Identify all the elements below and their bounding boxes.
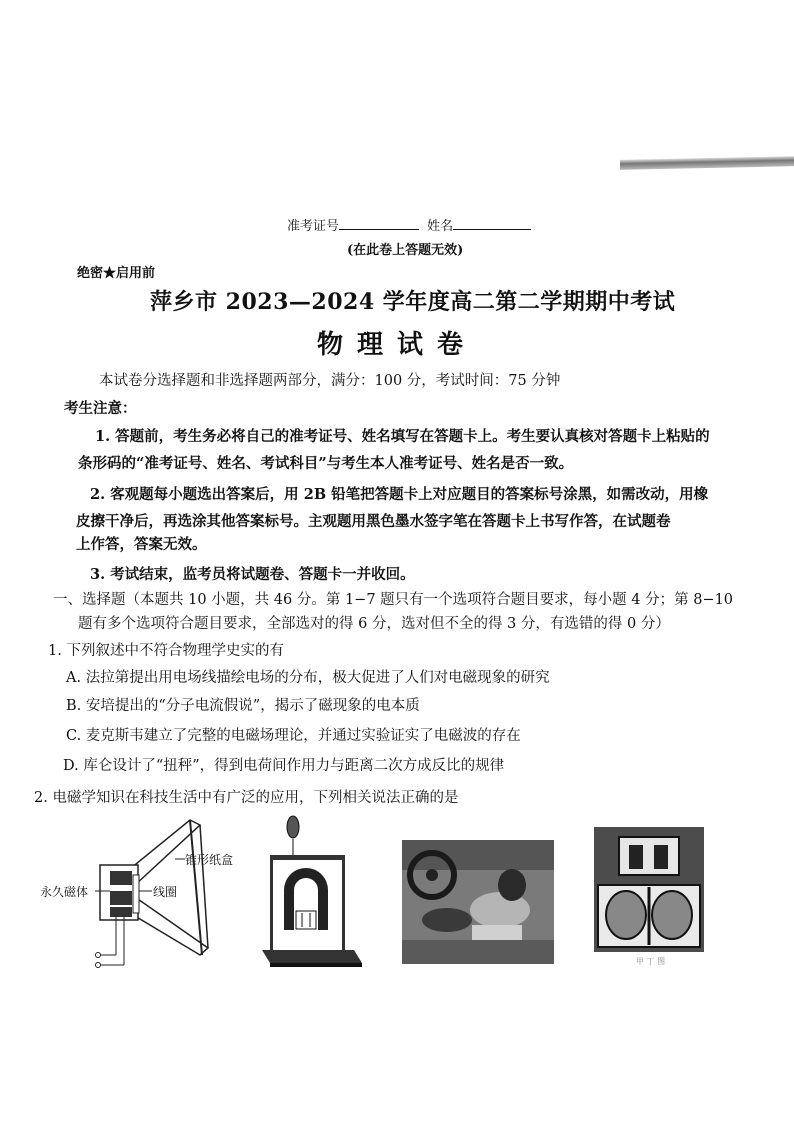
q1-stem: 1. 下列叙述中不符合物理学史实的有 <box>48 643 284 659</box>
label-cone: 锥形纸盒 <box>185 853 234 867</box>
exam-id-blank[interactable] <box>339 215 419 230</box>
label-coil: 线圈 <box>153 885 178 899</box>
name-label: 姓名 <box>427 219 454 234</box>
q1-option-d: D. 库仑设计了“扭秤”，得到电荷间作用力与距离二次方成反比的规律 <box>63 758 505 774</box>
secret-mark: 绝密★启用前 <box>77 266 156 281</box>
exam-id-label: 准考证号 <box>287 219 340 234</box>
note-1-line2: 条形码的“准考证号、姓名、考试科目”与考生本人准考证号、姓名是否一致。 <box>78 455 574 472</box>
q1-option-a: A. 法拉第提出用电场线描绘电场的分布，极大促进了人们对电磁现象的研究 <box>66 670 550 686</box>
note-2-line2: 皮擦干净后，再选涂其他答案标号。主观题用黑色墨水签字笔在答题卡上书写作答，在试题卷 <box>76 513 671 530</box>
photo-figure-4 <box>594 827 704 952</box>
note-1-line1: 1. 答题前，考生务必将自己的准考证号、姓名填写在答题卡上。考生要认真核对答题卡上粘贴的 <box>95 428 710 445</box>
magnet-apparatus-diagram <box>262 815 367 975</box>
speaker-figure <box>40 815 265 970</box>
name-blank[interactable] <box>453 215 531 230</box>
photo-figure-3 <box>402 840 554 964</box>
q1-option-b: B. 安培提出的“分子电流假说”，揭示了磁现象的电本质 <box>66 698 420 714</box>
photo-figure-4-image <box>594 827 704 952</box>
q1-option-c: C. 麦克斯韦建立了完整的电磁场理论，并通过实验证实了电磁波的存在 <box>66 728 521 744</box>
section1-line2: 题有多个选项符合题目要求，全部选对的得 6 分，选对但不全的得 3 分，有选错的得 0 分） <box>78 616 670 632</box>
magnet-apparatus-figure <box>262 815 367 975</box>
notes-heading: 考生注意： <box>64 400 137 417</box>
exam-subject: 物理试卷 <box>317 330 478 360</box>
label-magnet: 永久磁体 <box>40 885 89 899</box>
scan-edge <box>620 156 794 170</box>
note-2-line3: 上作答，答案无效。 <box>76 536 207 553</box>
note-2-line1: 2. 客观题每小题选出答案后，用 2B 铅笔把答题卡上对应题目的答案标号涂黑，如需改动，用橡 <box>90 486 709 503</box>
section1-line1: 一、选择题（本题共 10 小题，共 46 分。第 1−7 题只有一个选项符合题目要求，每小题 4 分；第 8−10 <box>53 592 734 608</box>
exam-id-field[interactable] <box>287 215 531 234</box>
invalid-note: (在此卷上答题无效) <box>347 243 464 258</box>
q2-stem: 2. 电磁学知识在科技生活中有广泛的应用，下列相关说法正确的是 <box>34 790 459 806</box>
photo-figure-3-image <box>402 840 554 964</box>
exam-title: 萍乡市 2023—2024 学年度高二第二学期期中考试 <box>150 289 676 315</box>
figure-4-caption: 甲 丁 图 <box>636 957 666 966</box>
note-3-line1: 3. 考试结束，监考员将试题卷、答题卡一并收回。 <box>90 566 415 583</box>
exam-info: 本试卷分选择题和非选择题两部分，满分：100 分，考试时间：75 分钟 <box>99 373 561 389</box>
